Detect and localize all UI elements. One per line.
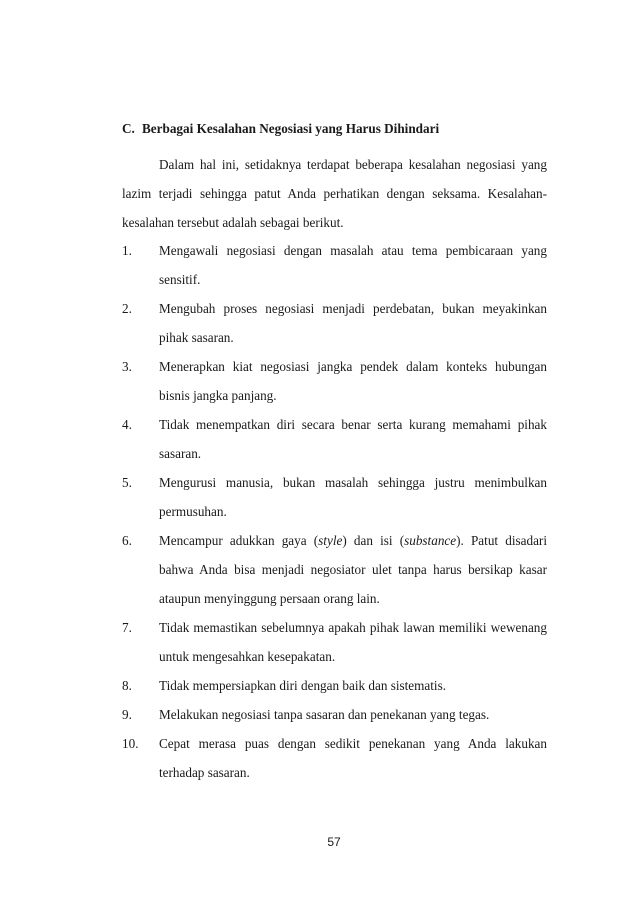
list-item-number: 1.: [122, 243, 132, 258]
list-item-text: Mengurusi manusia, bukan masalah sehingga justru menimbulkan permusuhan.: [159, 475, 547, 519]
list-item-text: Melakukan negosiasi tanpa sasaran dan penekanan yang tegas.: [159, 707, 490, 722]
page-number: 57: [327, 835, 341, 849]
list-item: [122, 410, 547, 468]
list-item: [122, 671, 547, 700]
list-item-text: Tidak memastikan sebelumnya apakah pihak lawan memiliki wewenang untuk mengesahkan kesepakatan.: [159, 620, 547, 664]
list-item-text: Tidak mempersiapkan diri dengan baik dan sistematis.: [159, 678, 447, 693]
list-item: [122, 700, 547, 729]
list-item-number: 2.: [122, 301, 132, 316]
list-item: [122, 352, 547, 410]
list-item-number: 4.: [122, 417, 132, 432]
list-item-text: Cepat merasa puas dengan sedikit penekanan yang Anda lakukan terhadap sasaran.: [159, 736, 547, 780]
list-item: [122, 236, 547, 294]
list-item: [122, 526, 547, 613]
list-item: [122, 613, 547, 671]
list-item-number: 10.: [122, 736, 139, 751]
list-item: [122, 294, 547, 352]
list-item: [122, 729, 547, 787]
list-item-text: Mengawali negosiasi dengan masalah atau tema pembicaraan yang sensitif.: [159, 243, 547, 287]
list-item-text-part: ). Patut disadari bahwa Anda bisa menjadi negosiator ulet tanpa harus bersikap kasar ataupun menyinggung persaan orang lain.: [159, 533, 547, 606]
list-item-number: 9.: [122, 707, 132, 722]
list-item-text: Tidak menempatkan diri secara benar serta kurang memahami pihak sasaran.: [159, 417, 547, 461]
list-item-number: 8.: [122, 678, 132, 693]
list-item-text: Mengubah proses negosiasi menjadi perdebatan, bukan meyakinkan pihak sasaran.: [159, 301, 547, 345]
list-item-number: 3.: [122, 359, 132, 374]
section-letter: C.: [122, 121, 135, 136]
intro-paragraph: Dalam hal ini, setidaknya terdapat beberapa kesalahan negosiasi yang lazim terjadi sehingga patut Anda perhatikan dengan seksama. Kesalahan-kesalahan tersebut adalah sebagai berikut.: [122, 157, 547, 230]
section-heading: [122, 121, 562, 137]
section-title: Berbagai Kesalahan Negosiasi yang Harus Dihindari: [142, 121, 440, 136]
list-item-text: Menerapkan kiat negosiasi jangka pendek dalam konteks hubungan bisnis jangka panjang.: [159, 359, 547, 403]
mistakes-list: [122, 236, 547, 787]
list-item-text-part: Mencampur adukkan gaya (: [159, 533, 319, 548]
list-item: [122, 468, 547, 526]
list-item-number: 6.: [122, 533, 132, 548]
list-item-number: 5.: [122, 475, 132, 490]
list-item-italic-term: substance: [404, 533, 457, 548]
list-item-number: 7.: [122, 620, 132, 635]
list-item-italic-term: style: [318, 533, 343, 548]
list-item-text-part: ) dan isi (: [342, 533, 405, 548]
